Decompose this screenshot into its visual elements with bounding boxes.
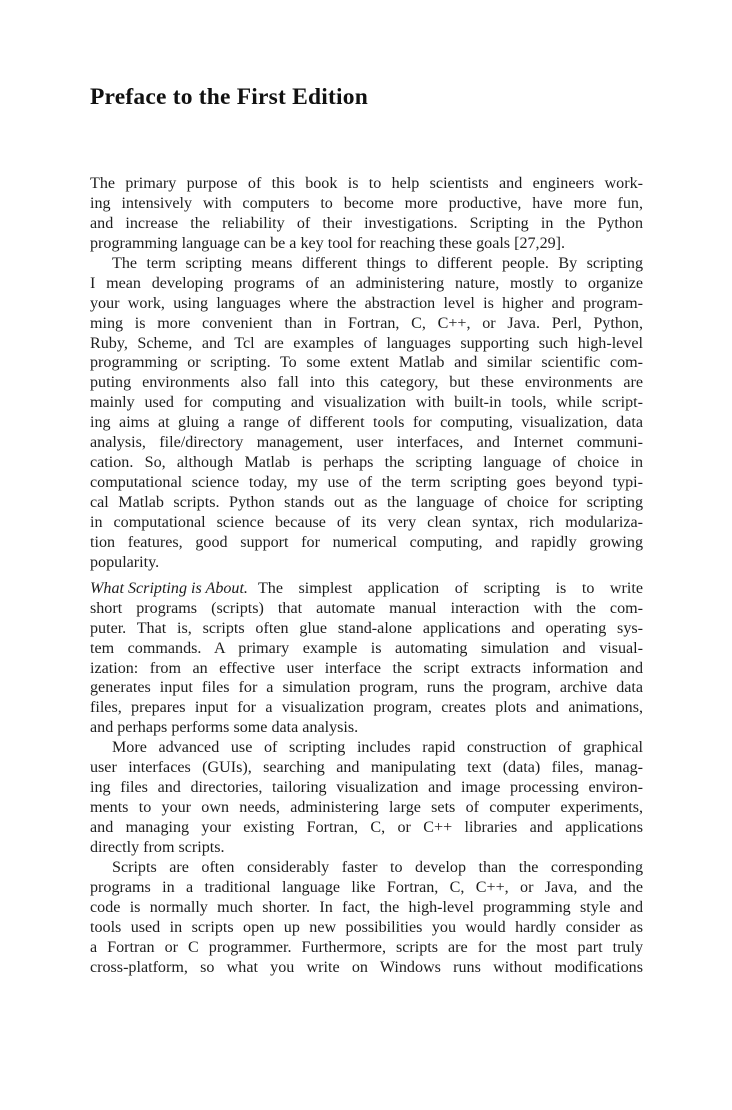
text-line: tools used in scripts open up new possibilities you would hardly consider as [90,918,643,936]
runin-heading: What Scripting is About. [90,579,248,597]
text-line: Ruby, Scheme, and Tcl are examples of languages supporting such high-level [90,334,643,352]
text-line: short programs (scripts) that automate manual interaction with the com- [90,599,643,617]
section-paragraph [90,579,643,739]
text-line: puting environments also fall into this category, but these environments are [90,374,643,392]
text-line [90,579,643,599]
document-body [90,174,643,978]
text-line-content: The simplest application of scripting is to write [257,579,643,597]
text-line: ments to your own needs, administering large sets of computer experiments, [90,799,643,817]
text-line: and managing your existing Fortran, C, or C++ libraries and applications [90,819,643,836]
text-line: programs in a traditional language like Fortran, C, C++, or Java, and the [90,878,643,896]
text-line: user interfaces (GUIs), searching and manipulating text (data) files, manag- [90,759,643,777]
text-line: your work, using languages where the abstraction level is higher and program- [90,294,643,312]
text-line: files, prepares input for a visualization program, creates plots and animations, [90,699,643,717]
text-line: puter. That is, scripts often glue stand-alone applications and operating sys- [90,619,643,637]
text-line: cal Matlab scripts. Python stands out as the language of choice for scripting [90,494,643,511]
paragraph [90,254,643,573]
text-line: The term scripting means different things to different people. By scripting [112,254,643,272]
text-line: generates input files for a simulation program, runs the program, archive data [90,679,643,697]
text-line: ization: from an effective user interface the script extracts information and [90,659,643,677]
text-line: mainly used for computing and visualization with built-in tools, while script- [90,394,643,412]
text-line: directly from scripts. [90,838,225,856]
text-line: computational science today, my use of the term scripting goes beyond typi- [90,474,643,492]
text-line: code is normally much shorter. In fact, the high-level programming style and [90,898,643,916]
text-line: The primary purpose of this book is to help scientists and engineers work- [90,175,643,192]
paragraph [90,858,643,978]
text-line: ing intensively with computers to become more productive, have more fun, [90,194,643,212]
text-line: ming is more convenient than in Fortran, C, C++, or Java. Perl, Python, [90,314,643,332]
text-line: ing files and directories, tailoring visualization and image processing environ- [90,779,643,797]
text-line: popularity. [90,553,160,571]
paragraph [90,738,643,858]
text-line: cation. So, although Matlab is perhaps the scripting language of choice in [90,454,643,472]
text-line: programming language can be a key tool for reaching these goals [27,29]. [90,234,566,252]
text-line: cross-platform, so what you write on Windows runs without modifications [90,958,643,976]
text-line: tion features, good support for numerical computing, and rapidly growing [90,533,643,551]
text-line: in computational science because of its very clean syntax, rich modulariza- [90,513,643,531]
text-line: tem commands. A primary example is automating simulation and visual- [90,639,643,657]
text-line: a Fortran or C programmer. Furthermore, scripts are for the most part truly [90,938,643,956]
text-line: analysis, file/directory management, user interfaces, and Internet communi- [90,434,643,452]
text-line: and perhaps performs some data analysis. [90,719,359,737]
page-title: Preface to the First Edition [90,84,368,110]
text-line: ing aims at gluing a range of different tools for computing, visualization, data [90,414,643,432]
text-line: and increase the reliability of their investigations. Scripting in the Python [90,214,643,232]
text-line: Scripts are often considerably faster to develop than the corresponding [112,858,643,876]
text-line: programming or scripting. To some extent Matlab and similar scientific com- [90,354,643,372]
text-line: I mean developing programs of an administering nature, mostly to organize [90,274,643,292]
text-line: More advanced use of scripting includes rapid construction of graphical [112,739,643,757]
paragraph [90,174,643,254]
